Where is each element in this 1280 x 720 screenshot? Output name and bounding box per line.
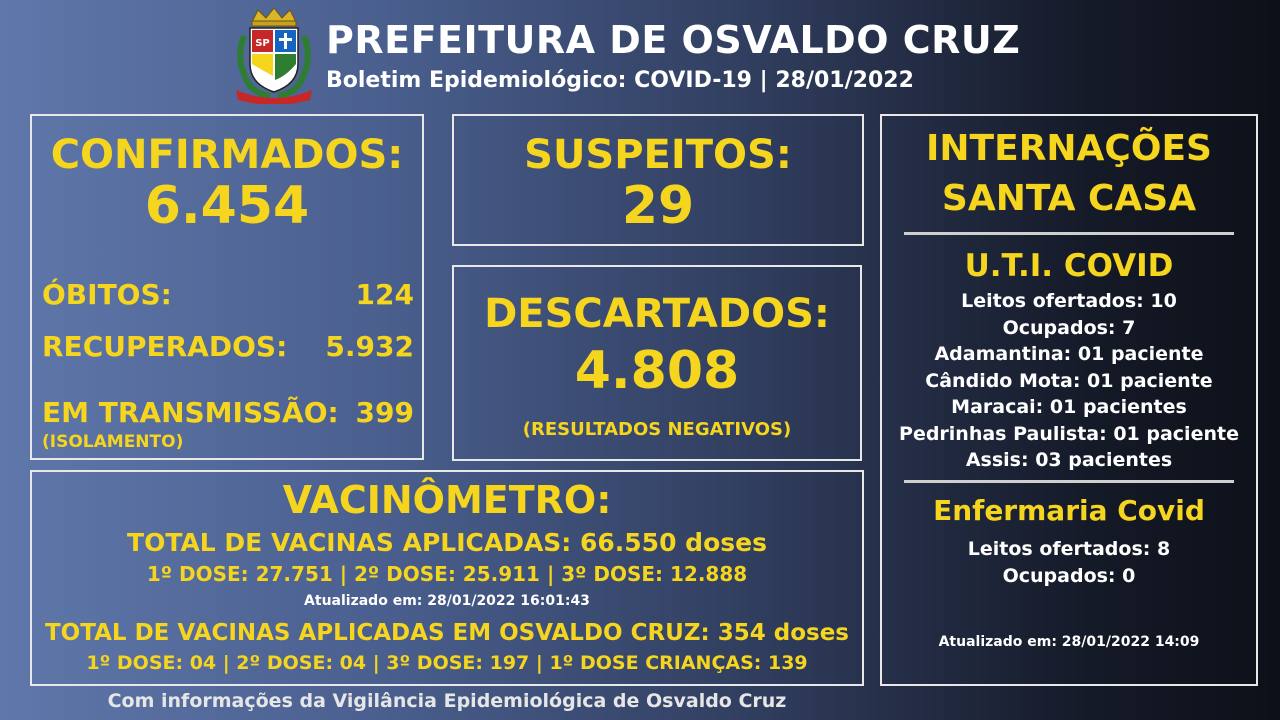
isolation-note: (ISOLAMENTO) [42,432,184,452]
ward-title: Enfermaria Covid [933,494,1205,527]
hospitalizations-panel [880,114,1258,686]
confirmed-value: 6.454 [144,176,310,236]
transmission-value: 399 [355,396,414,429]
city-crest-logo [230,6,318,104]
confirmed-label: CONFIRMADOS: [50,132,404,178]
vaccination-city-doses: 1º DOSE: 04 | 2º DOSE: 04 | 3º DOSE: 197 | 1º DOSE CRIANÇAS: 139 [86,652,808,674]
suspected-label: SUSPEITOS: [524,132,792,178]
ward-list [882,536,1256,590]
hospitalizations-title-line2: SANTA CASA [941,178,1197,219]
icu-line: Pedrinhas Paulista: 01 paciente [899,422,1239,445]
recovered-value: 5.932 [325,330,414,363]
footer-source: Com informações da Vigilância Epidemiológica de Osvaldo Cruz [107,690,787,712]
page-subtitle: Boletim Epidemiológico: COVID-19 | 28/01/2022 [326,68,914,93]
ward-line: Leitos ofertados: 8 [967,538,1171,560]
vaccination-total: TOTAL DE VACINAS APLICADAS: 66.550 doses [127,528,767,557]
recovered-row [42,330,414,363]
icu-line: Leitos ofertados: 10 [961,290,1177,312]
icu-line: Assis: 03 pacientes [965,449,1173,471]
recovered-label: RECUPERADOS: [42,330,288,363]
transmission-label: EM TRANSMISSÃO: [42,396,339,429]
hospitalizations-updated: Atualizado em: 28/01/2022 14:09 [938,634,1200,650]
discarded-panel [452,265,862,461]
icu-line: Ocupados: 7 [1002,316,1136,339]
transmission-row [42,396,414,429]
discarded-value: 4.808 [574,341,740,401]
vaccination-title: VACINÔMETRO: [282,478,612,522]
crest-letters: SP [255,38,270,49]
ward-line: Ocupados: 0 [1002,565,1136,587]
hospitalizations-title-line1: INTERNAÇÕES [926,128,1212,169]
page-title: PREFEITURA DE OSVALDO CRUZ [326,18,1021,62]
suspected-value: 29 [621,176,695,236]
confirmed-panel [30,114,424,460]
deaths-label: ÓBITOS: [42,278,172,311]
suspected-panel [452,114,864,246]
vaccination-updated: Atualizado em: 28/01/2022 16:01:43 [304,593,590,609]
vaccination-doses: 1º DOSE: 27.751 | 2º DOSE: 25.911 | 3º DOSE: 12.888 [146,562,748,586]
icu-list [882,288,1256,474]
divider [904,480,1234,483]
vaccination-panel [30,470,864,686]
discarded-label: DESCARTADOS: [484,291,830,337]
deaths-row [42,278,414,311]
vaccination-city-total: TOTAL DE VACINAS APLICADAS EM OSVALDO CRUZ: 354 doses [44,620,849,646]
icu-line: Adamantina: 01 paciente [934,343,1204,365]
deaths-value: 124 [355,278,414,311]
divider [904,232,1234,235]
icu-line: Cândido Mota: 01 paciente [925,369,1213,392]
icu-title: U.T.I. COVID [964,248,1174,284]
discarded-note: (RESULTADOS NEGATIVOS) [522,419,792,440]
icu-line: Maracai: 01 pacientes [951,396,1187,418]
